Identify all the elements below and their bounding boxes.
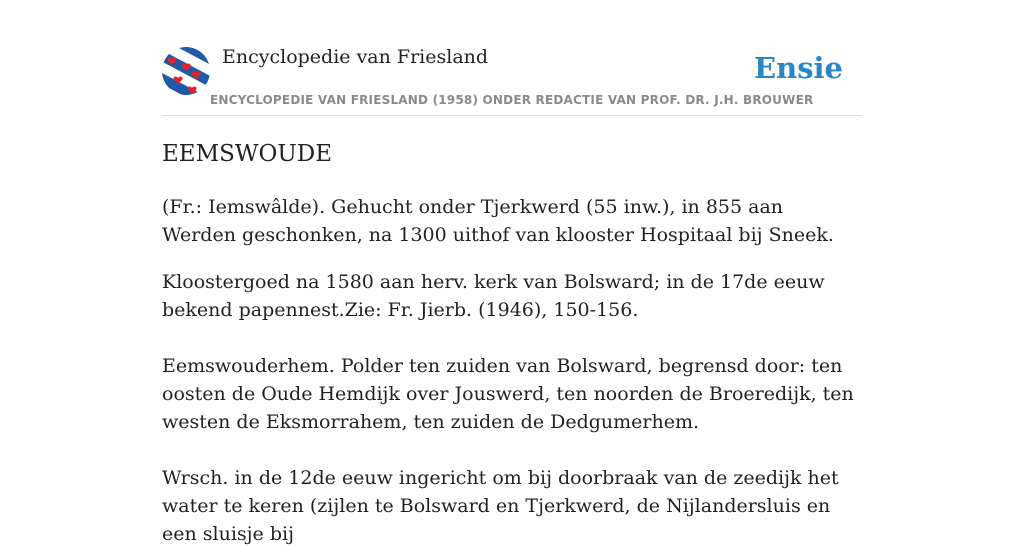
site-subtitle: ENCYCLOPEDIE VAN FRIESLAND (1958) ONDER REDACTIE VAN PROF. DR. J.H. BROUWER: [210, 93, 814, 107]
article-paragraph: Eemswouderhem. Polder ten zuiden van Bolsward, begrensd door: ten oosten de Oude Hemdijk over Jouswerd, ten noorden de Broeredijk, ten westen de Eksmorrahem, ten zuiden de Dedgumerhem.: [162, 355, 854, 433]
brand-logo[interactable]: Ensie: [754, 51, 843, 85]
frisian-flag-logo-icon[interactable]: [162, 47, 210, 95]
article-title: EEMSWOUDE: [162, 141, 332, 167]
article-paragraph: (Fr.: Iemswâlde). Gehucht onder Tjerkwerd (55 inw.), in 855 aan Werden geschonken, na 1300 uithof van klooster Hospitaal bij Sneek.: [162, 196, 834, 246]
article-paragraph: Kloostergoed na 1580 aan herv. kerk van Bolsward; in de 17de eeuw bekend papennest.Zie: Fr. Jierb. (1946), 150-156.: [162, 271, 825, 321]
site-title[interactable]: Encyclopedie van Friesland: [222, 46, 489, 68]
header-divider: [162, 115, 862, 116]
article: [162, 138, 862, 548]
site-header: [162, 44, 862, 116]
article-paragraph: Wrsch. in de 12de eeuw ingericht om bij doorbraak van de zeedijk het water te keren (zijlen te Bolsward en Tjerkwerd, de Nijlandersluis en een sluisje bij: [162, 467, 839, 545]
